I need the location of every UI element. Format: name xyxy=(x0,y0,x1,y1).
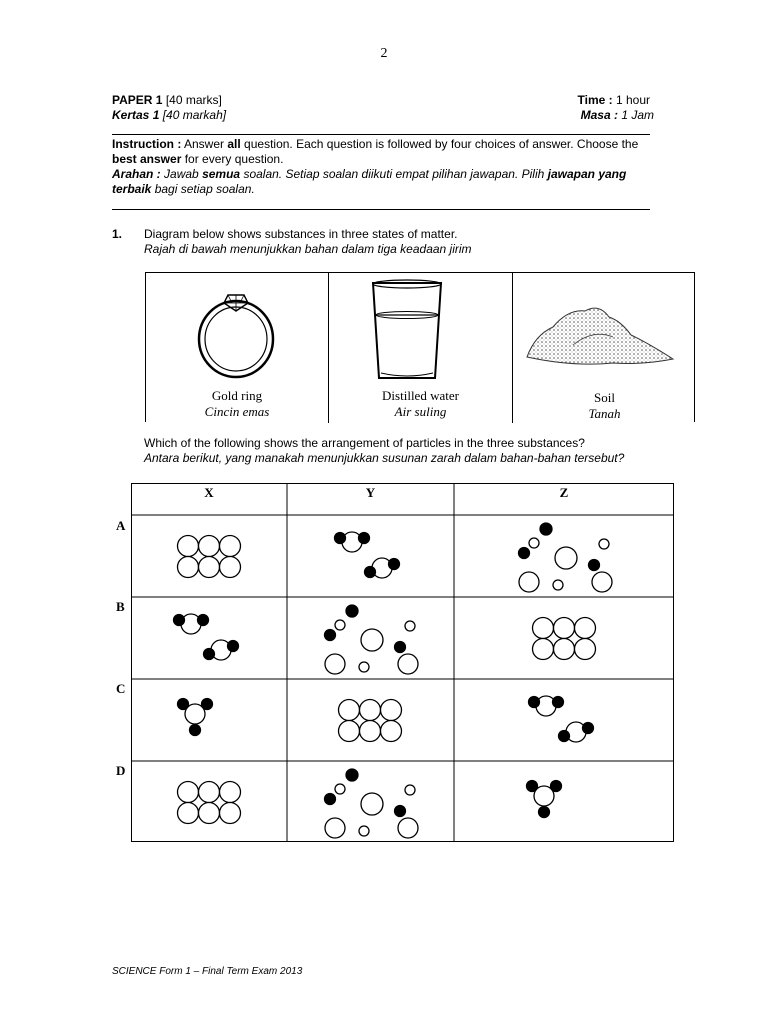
masa-value: 1 Jam xyxy=(621,108,654,122)
column-header-z: Z xyxy=(559,485,569,500)
gas-atom xyxy=(346,769,358,781)
solid-particle xyxy=(554,618,575,639)
gas-particle xyxy=(335,620,345,630)
distilled-water-caption-ms: Air suling xyxy=(394,404,447,419)
time-heading xyxy=(560,93,650,108)
solid-particle xyxy=(220,557,241,578)
liquid-atom xyxy=(335,533,346,544)
glass-of-water-icon xyxy=(329,273,513,383)
instruction-label: Instruction : xyxy=(112,137,182,151)
question-text-ms: Rajah di bawah menunjukkan bahan dalam tiga keadaan jirim xyxy=(144,242,472,256)
gas-particle xyxy=(555,547,577,569)
liquid-atom xyxy=(228,641,239,652)
gas-particle xyxy=(325,818,345,838)
molecule-atom xyxy=(178,699,189,710)
instruction-text: question. Each question is followed by four choices of answer. Choose the xyxy=(244,137,639,151)
gas-atom xyxy=(395,806,406,817)
distilled-water-caption: Distilled water xyxy=(382,388,459,403)
molecule-atom xyxy=(190,725,201,736)
solid-particle xyxy=(381,700,402,721)
gas-particle xyxy=(359,662,369,672)
page-footer: SCIENCE Form 1 – Final Term Exam 2013 xyxy=(112,966,303,977)
solid-particle xyxy=(220,782,241,803)
gas-atom xyxy=(589,560,600,571)
solid-particle xyxy=(220,536,241,557)
gas-particle xyxy=(335,784,345,794)
column-header-y: Y xyxy=(365,485,376,500)
molecule-atom xyxy=(551,781,562,792)
solid-particle xyxy=(199,536,220,557)
distilled-water-panel xyxy=(329,273,513,423)
instruction-text: for every question. xyxy=(184,152,284,166)
liquid-atom xyxy=(529,697,540,708)
solid-particle xyxy=(199,782,220,803)
kertas-heading xyxy=(112,108,226,123)
liquid-atom xyxy=(389,559,400,570)
option-label-d: D xyxy=(116,763,126,778)
column-header-x: X xyxy=(204,485,214,500)
gas-atom xyxy=(325,630,336,641)
option-label-a: A xyxy=(116,518,126,533)
gas-particle xyxy=(325,654,345,674)
time-label: Time : xyxy=(577,93,613,107)
masa-label: Masa : xyxy=(580,108,618,122)
solid-particle xyxy=(339,700,360,721)
arahan-text: Jawab xyxy=(164,167,199,181)
gas-particle xyxy=(529,538,539,548)
option-label-b: B xyxy=(116,599,125,614)
question-text-en: Diagram below shows substances in three states of matter. xyxy=(144,227,458,241)
solid-particle xyxy=(178,782,199,803)
liquid-atom xyxy=(583,723,594,734)
molecule-atom xyxy=(202,699,213,710)
solid-particle xyxy=(220,803,241,824)
liquid-atom xyxy=(204,649,215,660)
options-prompt-ms: Antara berikut, yang manakah menunjukkan susunan zarah dalam bahan-bahan tersebut? xyxy=(144,451,625,465)
solid-particle xyxy=(178,536,199,557)
options-table xyxy=(131,483,674,842)
liquid-atom xyxy=(365,567,376,578)
gold-ring-caption-ms: Cincin emas xyxy=(204,404,270,419)
soil-caption-ms: Tanah xyxy=(588,406,621,421)
divider-top xyxy=(112,134,650,135)
gas-atom xyxy=(346,605,358,617)
molecule-atom xyxy=(527,781,538,792)
gas-particle xyxy=(398,818,418,838)
gas-atom xyxy=(519,548,530,559)
solid-particle xyxy=(381,721,402,742)
gas-particle xyxy=(405,621,415,631)
masa-heading xyxy=(560,108,654,123)
soil-mound-icon xyxy=(513,273,696,383)
gas-particle xyxy=(599,539,609,549)
solid-particle xyxy=(360,721,381,742)
arahan-emphasis: semua xyxy=(202,167,241,181)
page-number: 2 xyxy=(380,46,388,61)
solid-particle xyxy=(360,700,381,721)
kertas-label: Kertas 1 xyxy=(112,108,160,122)
solid-particle xyxy=(575,618,596,639)
instruction-ms xyxy=(112,167,652,197)
substances-figure xyxy=(145,272,695,422)
paper-marks: [40 marks] xyxy=(165,93,222,107)
paper-heading xyxy=(112,93,222,108)
arahan-text: bagi setiap soalan. xyxy=(154,182,255,196)
gas-particle xyxy=(519,572,539,592)
solid-particle xyxy=(575,639,596,660)
kertas-marks: [40 markah] xyxy=(162,108,227,122)
solid-particle xyxy=(339,721,360,742)
question-number: 1. xyxy=(112,227,123,241)
instruction-emphasis: best answer xyxy=(112,152,182,166)
gas-atom xyxy=(540,523,552,535)
liquid-atom xyxy=(174,615,185,626)
solid-particle xyxy=(178,557,199,578)
gas-particle xyxy=(398,654,418,674)
divider-bottom xyxy=(112,209,650,210)
gas-particle xyxy=(361,793,383,815)
liquid-atom xyxy=(553,697,564,708)
liquid-atom xyxy=(198,615,209,626)
gas-particle xyxy=(405,785,415,795)
soil-caption: Soil xyxy=(594,390,615,405)
liquid-atom xyxy=(559,731,570,742)
molecule-atom xyxy=(539,807,550,818)
gold-ring-panel xyxy=(146,273,329,423)
gas-particle xyxy=(553,580,563,590)
gold-ring-caption: Gold ring xyxy=(211,388,263,403)
solid-particle xyxy=(533,618,554,639)
solid-particle xyxy=(178,803,199,824)
gold-ring-icon xyxy=(146,273,329,383)
instruction-emphasis: all xyxy=(227,137,241,151)
gas-atom xyxy=(395,642,406,653)
paper-label: PAPER 1 xyxy=(112,93,163,107)
arahan-emphasis: jawapan yang terbaik xyxy=(112,167,627,196)
solid-particle xyxy=(554,639,575,660)
gas-particle xyxy=(361,629,383,651)
solid-particle xyxy=(199,557,220,578)
option-label-c: C xyxy=(116,681,126,696)
gas-atom xyxy=(325,794,336,805)
gas-particle xyxy=(359,826,369,836)
time-value: 1 hour xyxy=(615,93,650,107)
solid-particle xyxy=(533,639,554,660)
arahan-label: Arahan : xyxy=(112,167,161,181)
options-grid xyxy=(131,483,674,842)
instruction-en xyxy=(112,137,652,167)
instruction-text: Answer xyxy=(184,137,225,151)
liquid-atom xyxy=(359,533,370,544)
options-prompt-en: Which of the following shows the arrangement of particles in the three substances? xyxy=(144,436,585,450)
arahan-text: soalan. Setiap soalan diikuti empat pilihan jawapan. Pilih xyxy=(243,167,545,181)
solid-particle xyxy=(199,803,220,824)
gas-particle xyxy=(592,572,612,592)
soil-panel xyxy=(513,273,696,423)
